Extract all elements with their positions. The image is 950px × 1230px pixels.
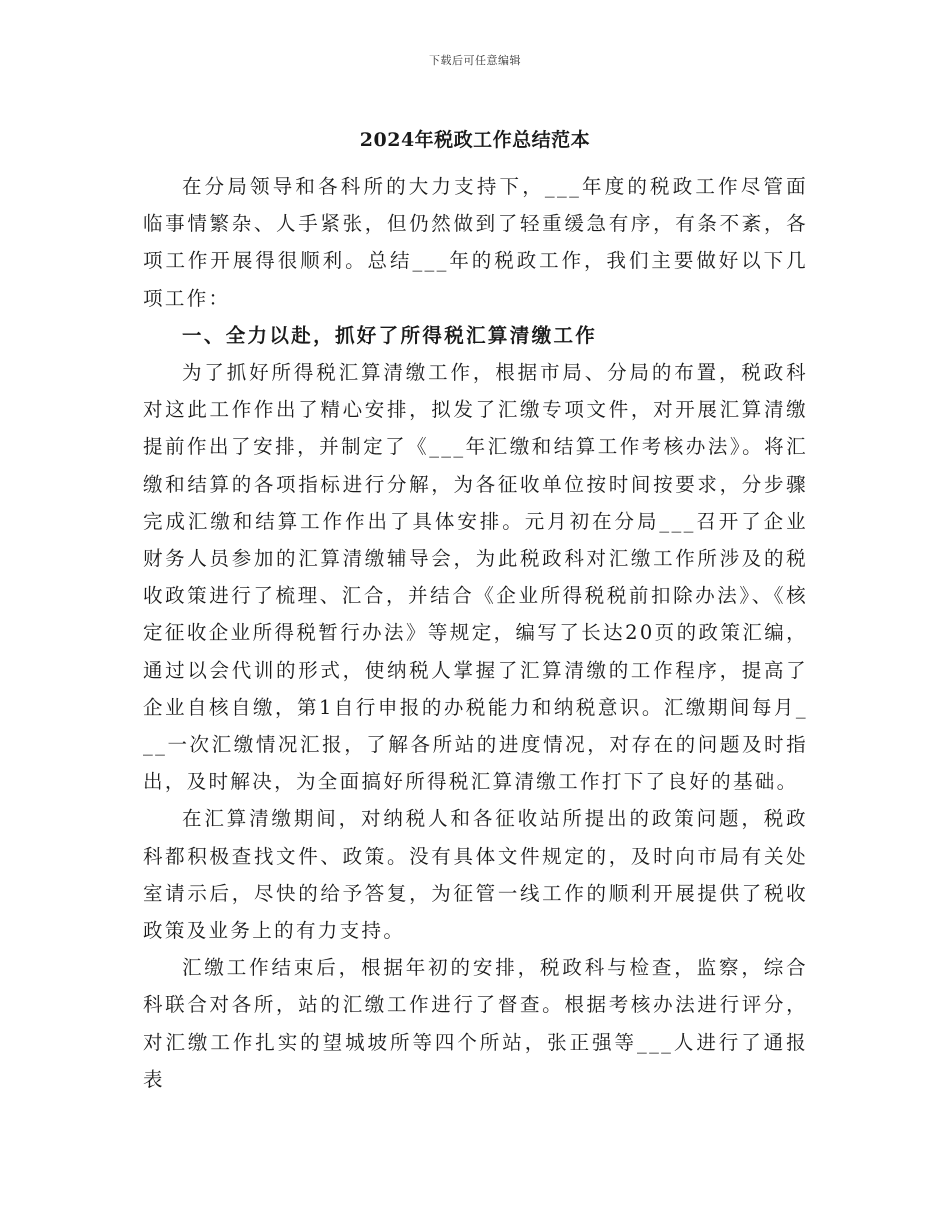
header-note: 下载后可任意编辑 (429, 54, 521, 67)
section-1-paragraph-2: 在汇算清缴期间，对纳税人和各征收站所提出的政策问题，税政科都积极查找文件、政策。没有具体文件规定的，及时向市局有关处室请示后，尽快的给予答复，为征管一线工作的顺利开展提供了税收政策及业务上的有力支持。 (143, 807, 808, 943)
section-1-paragraph-3: 汇缴工作结束后，根据年初的安排，税政科与检查，监察，综合科联合对各所，站的汇缴工作进行了督查。根据考核办法进行评分，对汇缴工作扎实的望城坡所等四个所站，张正强等___人进行了通报表 (143, 956, 808, 1091)
document-title: 2024年税政工作总结范本 (359, 129, 591, 151)
section-heading-1: 一、全力以赴，抓好了所得税汇算清缴工作 (182, 323, 598, 347)
document-body (143, 168, 808, 1098)
section-1-paragraph-1: 为了抓好所得税汇算清缴工作，根据市局、分局的布置，税政科对这此工作作出了精心安排，拟发了汇缴专项文件，对开展汇算清缴提前作出了安排，并制定了《___年汇缴和结算工作考核办法》。将汇缴和结算的各项指标进行分解，为各征收单位按时间按要求，分步骤完成汇缴和结算工作作出了具体安排。元月初在分局___召开了企业财务人员参加的汇算清缴辅导会，为此税政科对汇缴工作所涉及的税收政策进行了梳理、汇合，并结合《企业所得税税前扣除办法》、《核定征收企业所得税暂行办法》等规定，编写了长达20页的政策汇编，通过以会代训的形式，使纳税人掌握了汇算清缴的工作程序，提高了企业自核自缴，第1自行申报的办税能力和纳税意识。汇缴期间每月___一次汇缴情况汇报，了解各所站的进度情况，对存在的问题及时指出，及时解决，为全面搞好所得税汇算清缴工作打下了良好的基础。 (143, 361, 808, 794)
intro-paragraph: 在分局领导和各科所的大力支持下，___年度的税政工作尽管面临事情繁杂、人手紧张，但仍然做到了轻重缓急有序，有条不紊，各项工作开展得很顺利。总结___年的税政工作，我们主要做好以下几项工作： (143, 175, 808, 310)
